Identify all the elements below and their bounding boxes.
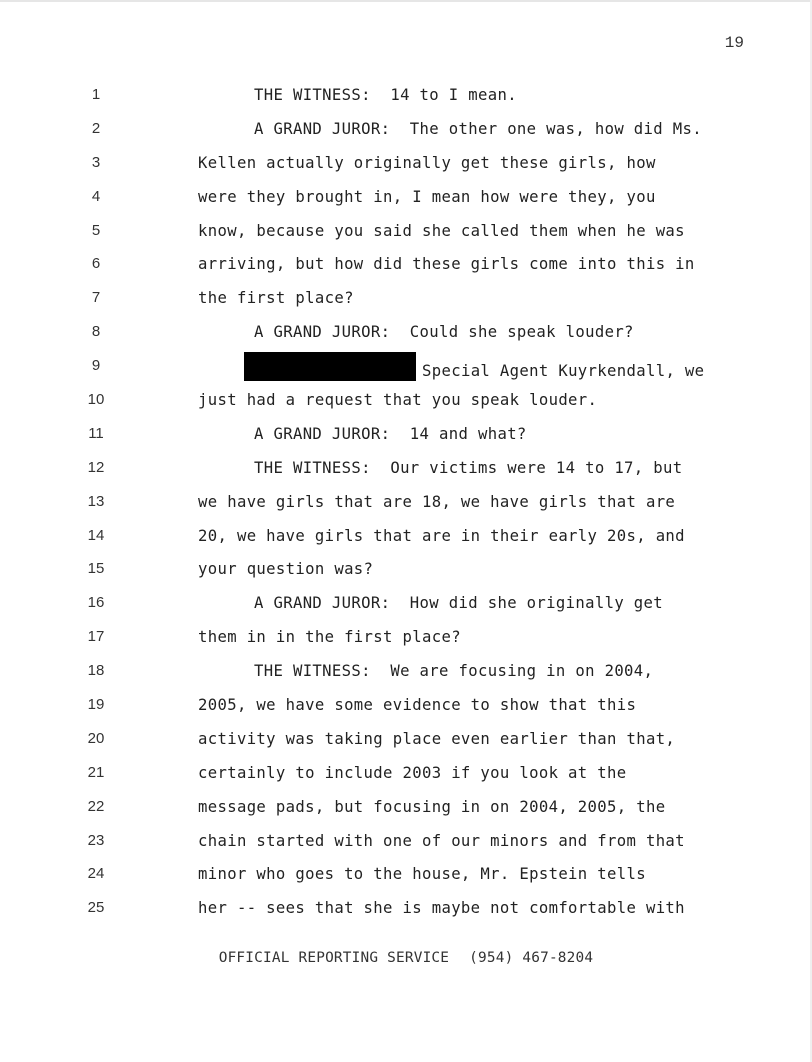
- line-number: 19: [87, 696, 105, 714]
- line-number: 5: [91, 221, 101, 239]
- transcript-line: [0, 624, 812, 658]
- line-number: 1: [91, 86, 101, 103]
- line-text: THE WITNESS: 14 to I mean.: [254, 86, 517, 104]
- transcript-line: [0, 794, 812, 828]
- transcript-line: [0, 251, 812, 285]
- transcript-lines: [0, 82, 812, 929]
- line-number: 16: [87, 594, 105, 612]
- transcript-line: [0, 726, 812, 760]
- transcript-line: [0, 828, 812, 862]
- line-number: 12: [87, 458, 105, 476]
- line-text: minor who goes to the house, Mr. Epstein tells: [198, 865, 646, 884]
- line-number: 17: [87, 628, 105, 646]
- line-text: we have girls that are 18, we have girls that are: [198, 492, 676, 511]
- line-text: A GRAND JUROR: 14 and what?: [254, 424, 527, 443]
- line-number: 23: [87, 831, 105, 849]
- transcript-line: [0, 319, 812, 353]
- line-number: 10: [87, 391, 105, 409]
- line-text: A GRAND JUROR: Could she speak louder?: [254, 323, 634, 342]
- scan-edge-top: [0, 0, 812, 2]
- line-text: A GRAND JUROR: How did she originally get: [254, 594, 664, 613]
- transcript-line: [0, 353, 812, 387]
- line-text: Kellen actually originally get these girls, how: [198, 153, 656, 172]
- transcript-line: [0, 82, 812, 116]
- line-text: THE WITNESS: Our victims were 14 to 17, but: [254, 458, 683, 477]
- line-text: 2005, we have some evidence to show that this: [198, 696, 637, 715]
- transcript-line: [0, 760, 812, 794]
- transcript-line: [0, 861, 812, 895]
- line-number: 22: [87, 797, 105, 815]
- line-text: arriving, but how did these girls come into this in: [198, 255, 695, 274]
- transcript-line: [0, 523, 812, 557]
- line-number: 18: [87, 662, 105, 680]
- line-number: 20: [87, 729, 105, 747]
- line-text: the first place?: [198, 289, 354, 308]
- line-text: chain started with one of our minors and from that: [198, 831, 685, 850]
- transcript-line: [0, 218, 812, 252]
- line-number: 4: [91, 187, 101, 205]
- transcript-line: [0, 658, 812, 692]
- transcript-line: [0, 184, 812, 218]
- transcript-line: [0, 556, 812, 590]
- line-text: 20, we have girls that are in their early 20s, and: [198, 526, 685, 545]
- line-number: 7: [91, 289, 101, 307]
- line-number: 8: [91, 323, 101, 341]
- line-number: 11: [88, 424, 104, 442]
- footer: [0, 950, 812, 966]
- page-number: 19: [724, 34, 744, 52]
- line-number: 25: [87, 899, 105, 917]
- line-text: [244, 357, 704, 386]
- line-text: certainly to include 2003 if you look at the: [198, 763, 627, 782]
- redaction-block: [244, 352, 416, 381]
- transcript-line: [0, 590, 812, 624]
- line-number: 2: [91, 119, 101, 137]
- transcript-line: [0, 895, 812, 929]
- line-number: 24: [87, 865, 105, 883]
- line-number: 3: [91, 153, 101, 171]
- line-text: her -- sees that she is maybe not comfortable with: [198, 899, 685, 918]
- transcript-line: [0, 489, 812, 523]
- line-number: 9: [91, 357, 101, 375]
- line-text: just had a request that you speak louder.: [198, 391, 598, 410]
- line-number: 21: [87, 763, 105, 781]
- footer-service: OFFICIAL REPORTING SERVICE: [218, 950, 450, 966]
- line-text: them in in the first place?: [198, 628, 461, 647]
- line-text: THE WITNESS: We are focusing in on 2004,: [254, 662, 654, 681]
- line-text: know, because you said she called them when he was: [198, 221, 685, 240]
- line-text: your question was?: [198, 560, 374, 579]
- transcript-line: [0, 116, 812, 150]
- line-number: 15: [87, 560, 105, 578]
- line-text: activity was taking place even earlier than that,: [198, 729, 676, 748]
- line-text: were they brought in, I mean how were they, you: [198, 187, 656, 206]
- footer-phone: (954) 467-8204: [469, 950, 594, 966]
- line-number: 13: [87, 492, 105, 510]
- line-text: message pads, but focusing in on 2004, 2005, the: [198, 797, 666, 816]
- line-text-content: Special Agent Kuyrkendall, we: [422, 362, 705, 381]
- transcript-line: [0, 285, 812, 319]
- line-number: 14: [87, 526, 105, 544]
- transcript-line: [0, 150, 812, 184]
- line-text: A GRAND JUROR: The other one was, how did Ms.: [254, 119, 702, 138]
- transcript-line: [0, 387, 812, 421]
- line-number: 6: [91, 255, 101, 273]
- transcript-line: [0, 421, 812, 455]
- transcript-line: [0, 455, 812, 489]
- transcript-line: [0, 692, 812, 726]
